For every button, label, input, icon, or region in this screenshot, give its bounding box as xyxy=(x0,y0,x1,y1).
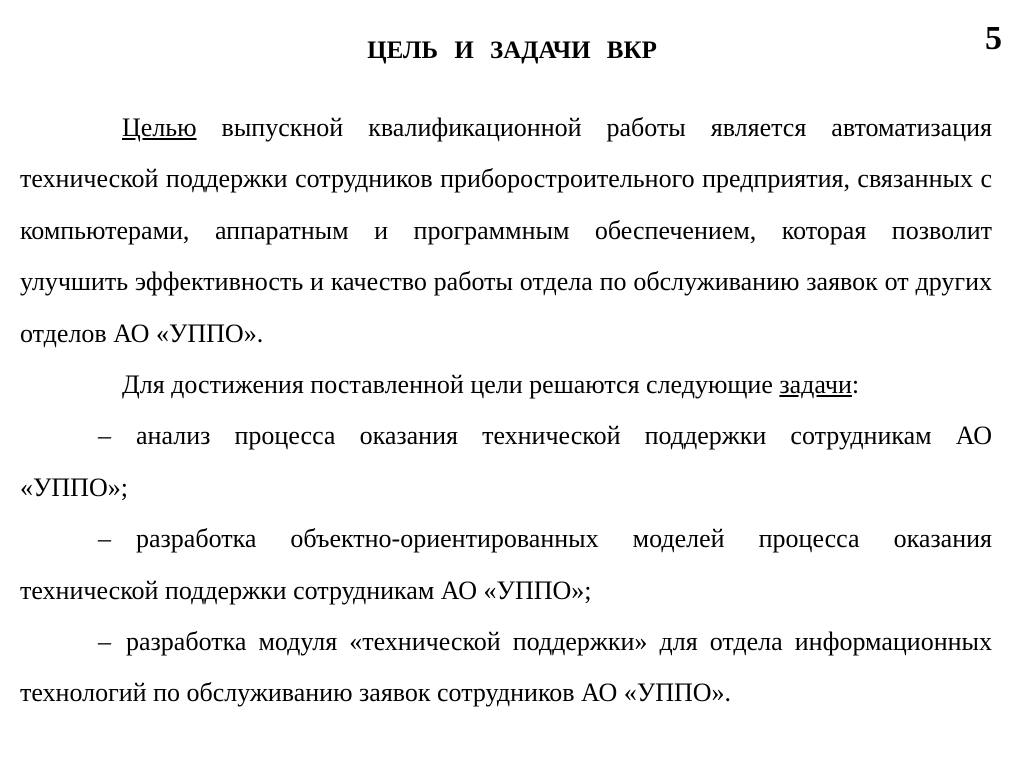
goal-text: выпускной квалификационной работы является автоматизация технической поддержки сотрудников приборостроительного предприятия, связанных с компьютерами, аппаратным и программным обеспечением, которая позволит улучшить эффективность и качество работы отдела по обслуживанию заявок от других отделов АО «УППО». xyxy=(20,113,992,348)
task-text: разработка объектно-ориентированных моделей процесса оказания технической поддержки сотрудникам АО «УППО»; xyxy=(20,524,992,605)
task-text: анализ процесса оказания технической поддержки сотрудникам АО «УППО»; xyxy=(20,421,992,502)
task-item-1 xyxy=(20,410,992,513)
dash-marker: – xyxy=(98,524,111,554)
tasks-intro-suffix: : xyxy=(851,370,860,400)
page-title: ЦЕЛЬ И ЗАДАЧИ ВКР xyxy=(367,37,657,64)
goal-paragraph xyxy=(20,102,992,359)
page-number: 5 xyxy=(985,20,1002,57)
task-text: разработка модуля «технической поддержки» для отдела информационных технологий по обслуживанию заявок сотрудников АО «УППО». xyxy=(20,627,992,708)
tasks-intro-text: Для достижения поставленной цели решаются следующие xyxy=(122,370,780,400)
tasks-keyword: задачи xyxy=(779,370,852,400)
dash-marker: – xyxy=(98,421,111,451)
task-item-2 xyxy=(20,513,992,616)
tasks-intro-paragraph xyxy=(20,359,992,410)
document-body xyxy=(20,102,992,719)
task-item-3 xyxy=(20,616,992,719)
goal-keyword: Целью xyxy=(122,113,197,142)
dash-marker: – xyxy=(98,627,111,657)
